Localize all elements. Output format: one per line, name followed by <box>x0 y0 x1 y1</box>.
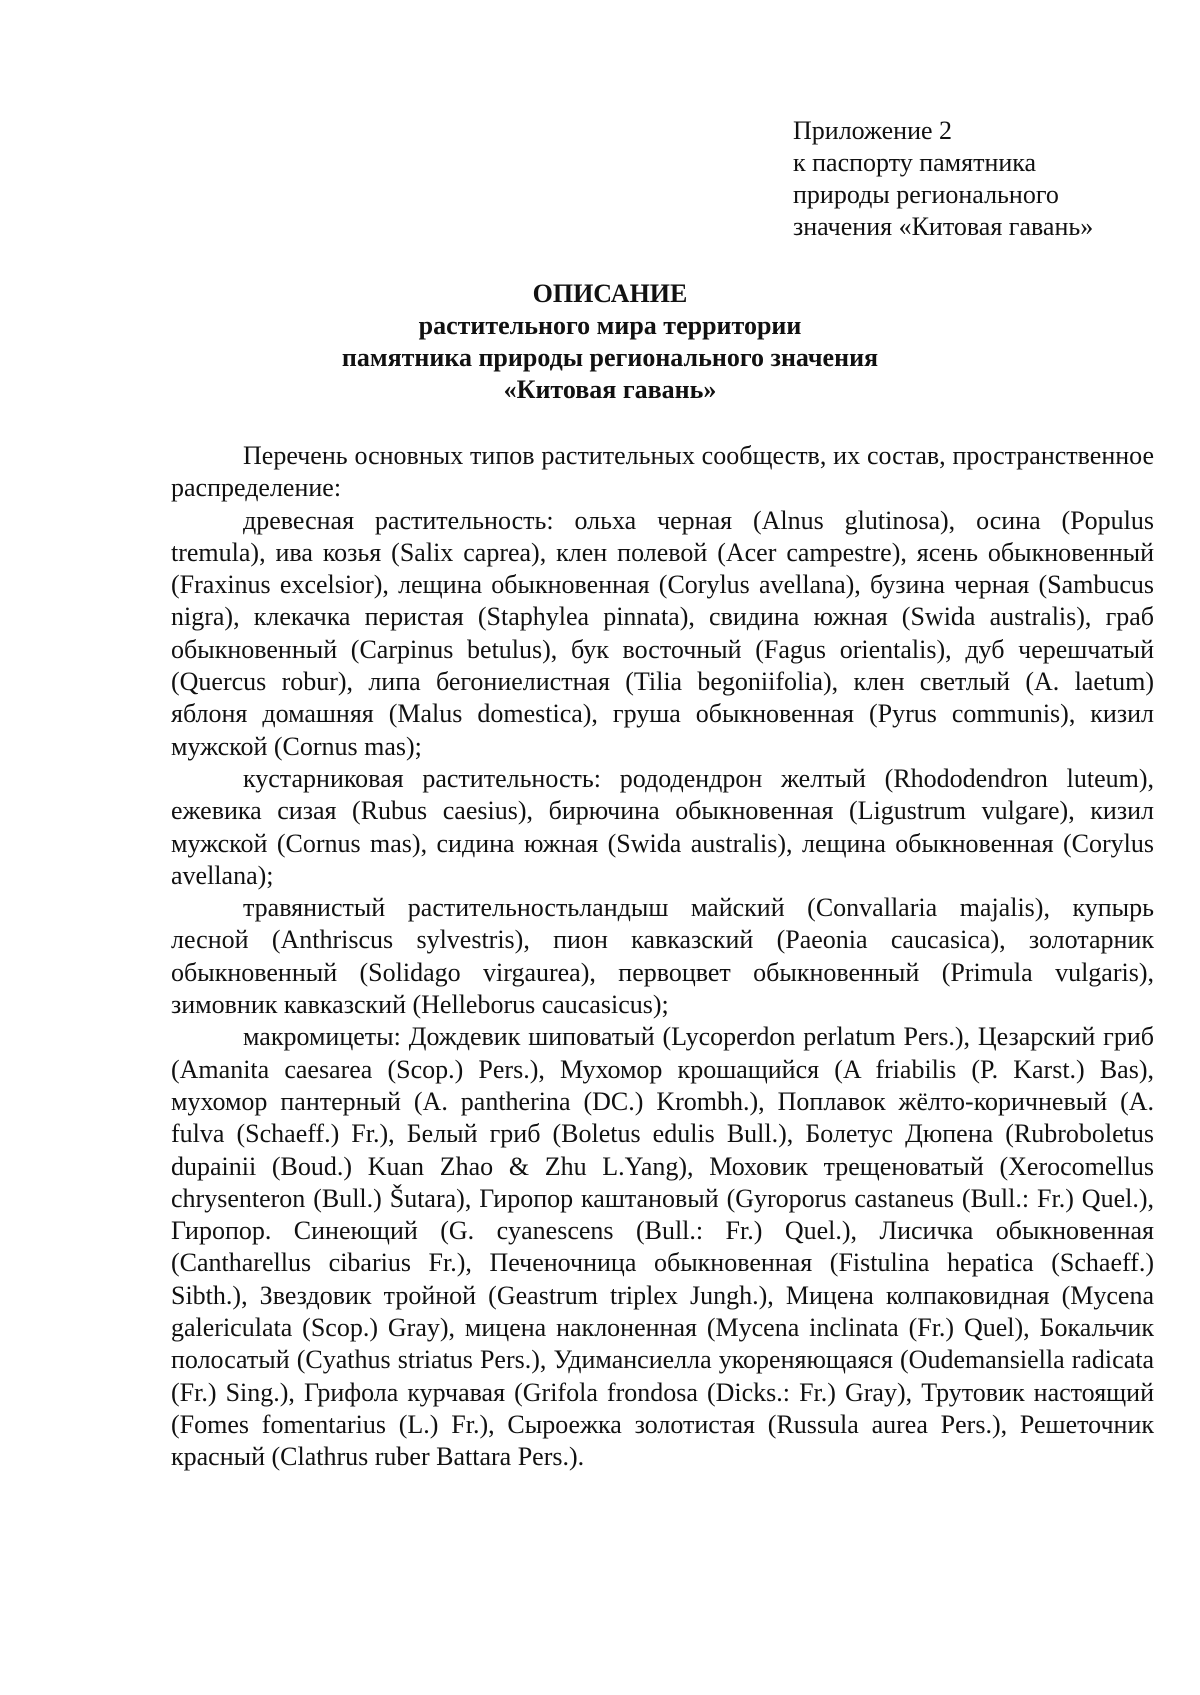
appendix-line-4: значения «Китовая гавань» <box>793 212 1094 241</box>
document-body <box>171 440 1154 1474</box>
paragraph-woody-vegetation: древесная растительность: ольха черная (Alnus glutinosa), осина (Populus tremula), ива козья (Salix caprea), клен полевой (Acer campestre), ясень обыкновенный (Fraxinus excelsior), лещина обыкновенная (Corylus avellana), бузина черная (Sambucus nigra), клекачка перистая (Staphylea pinnata), свидина южная (Swida australis), граб обыкновенный (Carpinus betulus), бук восточный (Fagus orientalis), дуб черешчатый (Quercus robur), липа бегониелистная (Tilia begoniifolia), клен светлый (A. laetum) яблоня домашняя (Malus domestica), груша обыкновенная (Pyrus communis), кизил мужской (Cornus mas); <box>171 505 1154 761</box>
appendix-line-1: Приложение 2 <box>793 116 953 145</box>
paragraph-herbaceous-vegetation: травянистый растительностьландыш майский (Convallaria majalis), купырь лесной (Anthriscus sylvestris), пион кавказский (Paeonia caucasica), золотарник обыкновенный (Solidago virgaurea), первоцвет обыкновенный (Primula vulgaris), зимовник кавказский (Helleborus caucasicus); <box>171 893 1154 1020</box>
title-line-3: памятника природы регионального значения <box>341 343 879 372</box>
appendix-line-3: природы регионального <box>793 180 1059 209</box>
title-line-2: растительного мира территории <box>418 311 802 340</box>
paragraph-intro: Перечень основных типов растительных сообществ, их состав, пространственное распределение: <box>171 441 1154 503</box>
paragraph-macromycetes: макромицеты: Дождевик шиповатый (Lycoperdon perlatum Pers.), Цезарский гриб (Amanita caesarea (Scop.) Pers.), Мухомор крошащийся (A friabilis (P. Karst.) Bas), мухомор пантерный (A. pantherina (DC.) Krombh.), Поплавок жёлто-коричневый (A. fulva (Schaeff.) Fr.), Белый гриб (Boletus edulis Bull.), Болетус Дюпена (Rubroboletus dupainii (Boud.) Kuan Zhao & Zhu L.Yang), Моховик трещеноватый (Xerocomellus chrysenteron (Bull.) Šutara), Гиропор каштановый (Gyroporus castaneus (Bull.: Fr.) Quel.), Гиропор. Синеющий (G. cyanescens (Bull.: Fr.) Quel.), Лисичка обыкновенная (Cantharellus cibarius Fr.), Печеночница обыкновенная (Fistulina hepatica (Schaeff.) Sibth.), Звездовик тройной (Geastrum triplex Jungh.), Мицена колпаковидная (Mycena galericulata (Scop.) Gray), мицена наклоненная (Mycena inclinata (Fr.) Quel), Бокальчик полосатый (Cyathus striatus Pers.), Удимансиелла укореняющаяся (Oudemansiella radicata (Fr.) Sing.), Грифола курчавая (Grifola frondosa (Dicks.: Fr.) Gray), Трутовик настоящий (Fomes fomentarius (L.) Fr.), Сыроежка золотистая (Russula aurea Pers.), Решеточник красный (Clathrus ruber Battara Pers.). <box>171 1022 1154 1472</box>
appendix-header <box>793 115 1093 243</box>
document-title <box>170 278 1050 406</box>
appendix-line-2: к паспорту памятника <box>793 148 1037 177</box>
title-line-1: ОПИСАНИЕ <box>532 279 688 308</box>
paragraph-shrub-vegetation: кустарниковая растительность: рододендрон желтый (Rhododendron luteum), ежевика сизая (Rubus caesius), бирючина обыкновенная (Ligustrum vulgare), кизил мужской (Cornus mas), сидина южная (Swida australis), лещина обыкновенная (Corylus avellana); <box>171 763 1154 890</box>
title-line-4: «Китовая гавань» <box>503 375 717 404</box>
